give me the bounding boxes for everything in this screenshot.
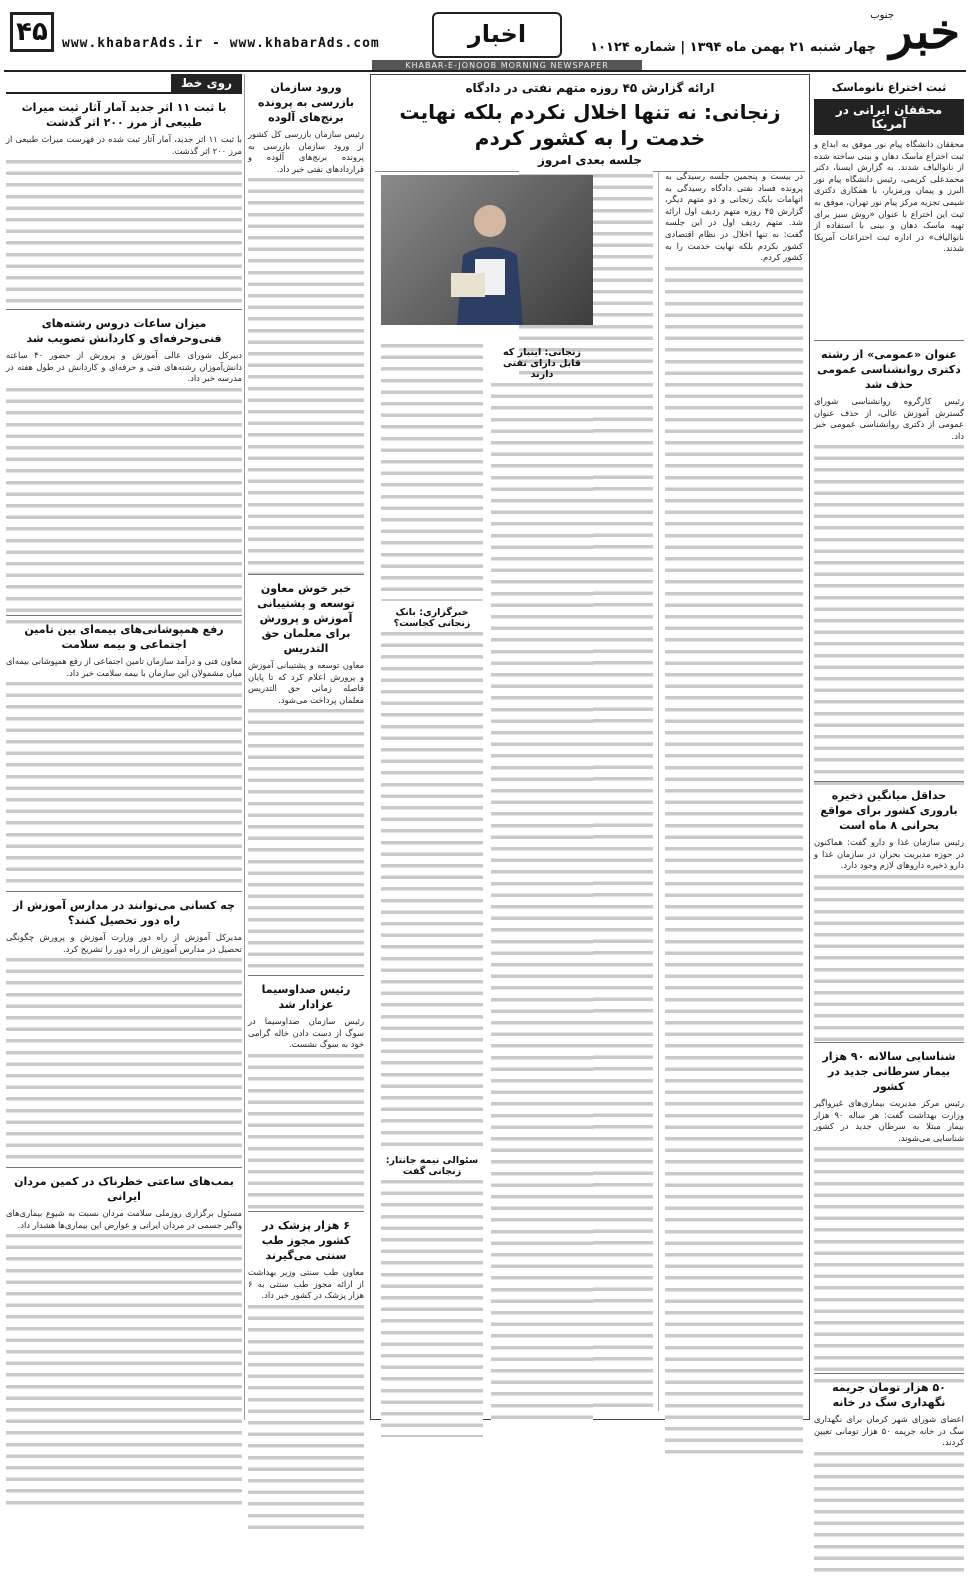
story-body: مسئول برگزاری روزملی سلامت مردان نسبت به شیوع بیماری‌های واگیر جسمی در مردان ایرانی و عوارض این بیماری‌ها هشدار داد. (6, 1208, 242, 1508)
story-body: مدیرکل آموزش از راه دور وزارت آموزش و پرورش چگونگی تحصیل در مدارس آموزش از راه دور را تشریح کرد. (6, 932, 242, 1162)
defendant-photo-figure (445, 197, 535, 325)
header-rule (4, 70, 966, 72)
feature-story (370, 74, 810, 1420)
text-filler (248, 175, 364, 575)
divider (814, 340, 964, 341)
right-column (814, 74, 965, 1448)
text-filler (814, 442, 964, 792)
text-filler (665, 264, 803, 1454)
story-body: رئیس سازمان غذا و دارو گفت: هماکنون در حوزه مدیریت بحران در سازمان غذا و دارو ذخیره داروهای لازم وجود دارد. (814, 837, 964, 1037)
story-body: دبیرکل شورای عالی آموزش و پرورش از حضور ۴۰ ساعته دانش‌آموزان رشته‌های فنی و حرفه‌ای و کاردانش در طول هفته در مدرسه خبر داد. (6, 350, 242, 610)
section-title: اخبار (432, 12, 562, 58)
feature-text-left (381, 341, 593, 1411)
text-filler (381, 1177, 483, 1437)
story-body: معاون طب سنتی وزیر بهداشت از ارائه مجوز طب سنتی به ۶ هزار پزشک در کشور خبر داد. (248, 1267, 364, 1527)
text-filler (381, 341, 483, 601)
story-body: معاون فنی و درآمد سازمان تامین اجتماعی از رفع همپوشانی بیمه‌ای میان مشمولان این سازمان با بیمه سلامت خبر داد. (6, 656, 242, 886)
left-column (6, 74, 242, 1420)
feature-photo (381, 175, 593, 325)
text-filler (248, 706, 364, 976)
feature-text-column (665, 171, 803, 1411)
date-issue-line: چهار شنبه ۲۱ بهمن ماه ۱۳۹۴ | شماره ۱۰۱۲۴ (590, 40, 876, 55)
inner-heading: خبرگزاری: بانک زنجانی کجاست؟ (393, 607, 471, 629)
newspaper-logo: خبر (889, 4, 960, 60)
feature-text-column (381, 341, 483, 1411)
column-separator (658, 171, 659, 1411)
story-body: رئیس سازمان بازرسی کل کشور از ورود سازمان بازرسی به پرونده برنج‌های آلوده و قراردادهای نفتی خبر داد. (248, 129, 364, 569)
english-banner: KHABAR-E-JONOOB MORNING NEWSPAPER (372, 60, 642, 72)
middle-left-column (248, 74, 364, 1420)
divider (248, 1211, 364, 1212)
divider (248, 975, 364, 976)
text-filler (6, 385, 242, 625)
story-title[interactable]: چه کسانی می‌توانند در مدارس آموزش از راه دور تحصیل کنند؟ (13, 899, 235, 927)
feature-body-intro: در بیست و پنجمین جلسه رسیدگی به پرونده فساد نفتی دادگاه رسیدگی به اتهامات بابک زنجانی و دو متهم دیگر، گزارش ۴۵ روزه متهم ردیف اول ارائه شد. متهم ردیف اول در این جلسه گفت: نه تنها اخلال در نظام اقتصادی کشور نکردم بلکه نهایت خدمت را به کشور کردم. (665, 171, 803, 263)
divider (814, 781, 964, 782)
story-title[interactable]: ۶ هزار پزشک در کشور مجوز طب سنتی می‌گیرند (261, 1219, 351, 1262)
story-title[interactable]: ۵۰ هزار تومان جریمه نگهداری سگ در خانه (832, 1381, 946, 1409)
divider (814, 1042, 964, 1043)
story-title[interactable]: حداقل میانگین ذخیره باروری کشور برای مواقع بحرانی ۸ ماه است (820, 789, 958, 832)
divider (6, 615, 242, 616)
divider (814, 1373, 964, 1374)
story-title[interactable]: بمب‌های ساعتی خطرناک در کمین مردان ایرانی (14, 1175, 234, 1203)
inner-heading: سئوالی نیمه جانتار: زنجانی گفت (385, 1155, 479, 1177)
divider (6, 309, 242, 310)
story-title[interactable]: شناسایی سالانه ۹۰ هزار بیمار سرطانی جدید در کشور (822, 1050, 956, 1093)
divider (6, 1167, 242, 1168)
text-filler (381, 629, 483, 1149)
divider (248, 574, 364, 575)
story-body: با ثبت ۱۱ اثر جدید، آمار آثار ثبت شده در فهرست میراث طبیعی از مرز ۲۰۰ اثر گذشت. (6, 134, 242, 304)
page-number: ۴۵ (10, 12, 54, 52)
text-filler (814, 872, 964, 1042)
story-title[interactable]: ورود سازمان بازرسی به پرونده برنج‌های آلوده (257, 81, 355, 124)
newspaper-logo-sub: جنوب (870, 10, 894, 21)
text-filler (6, 1231, 242, 1511)
story-title[interactable]: خبر خوش معاون توسعه و پشتیبانی آموزش و پرورش برای معلمان حق التدریس (257, 582, 355, 655)
website-url[interactable]: www.khabarAds.ir - www.khabarAds.com (62, 36, 380, 51)
story-body: محققان دانشگاه پیام نور موفق به ابداع و ثبت اختراع ماسک دهان و بینی ساخته شده از نانوالیاف شدند. به گزارش ایسنا، دکتر محمدعلی کریمی، رئیس دانشگاه پیام نور البرز و پیمان ورمزیار، با همکاری دکتری شیمی تجزیه مرکز پیام نور تهران، موفق به ثبت این اختراع با عنوان «روش سیز برای تهیه ماسک دهان و بینی با استفاده از نانوالیاف» در اداره ثبت اختراعات آمریکا شدند. (814, 139, 964, 254)
story-body: اعضای شورای شهر کرمان برای نگهداری سگ در خانه جریمه ۵۰ هزار تومانی تعیین کردند. (814, 1414, 964, 1564)
story-title[interactable]: با ثبت ۱۱ اثر جدید آمار آثار ثبت میراث طبیعی از مرز ۲۰۰ اثر گذشت (21, 101, 227, 129)
story-title[interactable]: عنوان «عمومی» از رشته دکتری روانشناسی عمومی حذف شد (817, 348, 961, 391)
text-filler (814, 1144, 964, 1384)
text-filler (491, 380, 593, 1420)
text-filler (6, 157, 242, 307)
story-body: رئیس سازمان صداوسیما در سوگ از دست دادن خاله گرامی خود به سوگ نشست. (248, 1016, 364, 1206)
story-title[interactable]: ثبت اختراع نانوماسک (831, 81, 947, 94)
column-separator (244, 74, 245, 1420)
story-title[interactable]: میزان ساعات دروس رشته‌های فنی‌وحرفه‌ای و کاردانش تصویب شد (26, 317, 222, 345)
feature-kicker: ارائه گزارش ۴۵ روزه متهم نفتی در دادگاه (465, 81, 715, 95)
story-body: معاون توسعه و پشتیبانی آموزش و پرورش اعلام کرد که تا پایان فاصله زمانی حق التدریس معلمان پرداخت می‌شود. (248, 660, 364, 970)
section-tag-bar (6, 74, 242, 94)
story-body: رئیس کارگروه روانشناسی شورای گسترش آموزش عالی، از حذف عنوان عمومی از دکتری روانشناسی عمومی خبر داد. (814, 396, 964, 776)
masthead (4, 4, 966, 68)
section-tag: روی خط (171, 74, 242, 92)
text-filler (6, 679, 242, 889)
story-body: رئیس مرکز مدیریت بیماری‌های غیرواگیر وزارت بهداشت گفت: هر ساله ۹۰ هزار بیمار مبتلا به سرطان جدید در کشور شناسایی می‌شوند. (814, 1098, 964, 1368)
story-title[interactable]: رفع همپوشانی‌های بیمه‌ای بین تامین اجتماعی و بیمه سلامت (24, 623, 224, 651)
text-filler (248, 1302, 364, 1532)
story-subtitle: محققان ایرانی در آمریکا (814, 99, 964, 135)
text-filler (248, 1051, 364, 1211)
story-title[interactable]: رئیس صداوسیما عزادار شد (261, 983, 351, 1011)
feature-text-column (491, 341, 593, 1411)
divider (6, 891, 242, 892)
text-filler (814, 1449, 964, 1579)
text-filler (6, 955, 242, 1165)
feature-subhead: جلسه بعدی امروز (375, 153, 805, 172)
inner-heading: زنجانی: اینبار که قابل دارای نفتی دارند (503, 347, 581, 380)
feature-headline[interactable]: زنجانی: نه تنها اخلال نکردم بلکه نهایت خدمت را به کشور کردم (399, 100, 781, 150)
